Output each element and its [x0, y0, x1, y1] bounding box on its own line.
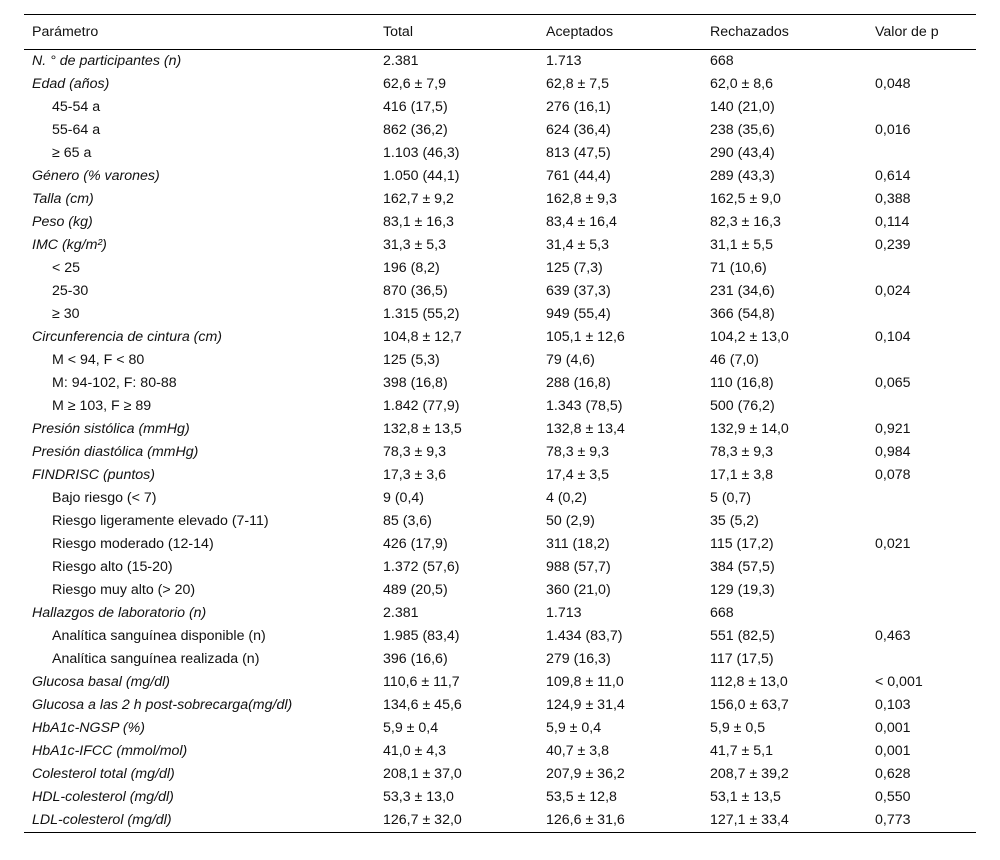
cell-rechazados: 129 (19,3): [710, 582, 775, 598]
cell-rechazados: 668: [710, 605, 734, 621]
cell-valor-p: [867, 579, 976, 602]
cell-rechazados: 115 (17,2): [710, 536, 774, 552]
cell-rechazados: 289 (43,3): [710, 168, 775, 184]
table-header: [24, 15, 976, 50]
cell-rechazados: 384 (57,5): [710, 559, 775, 575]
cell-aceptados: 124,9 ± 31,4: [546, 697, 625, 713]
table-row: [24, 671, 976, 694]
cell-valor-p: 0,614: [875, 168, 911, 184]
cell-parametro: Presión diastólica (mmHg): [32, 444, 199, 460]
cell-rechazados: 140 (21,0): [710, 99, 775, 115]
cell-rechazados: 78,3 ± 9,3: [710, 444, 774, 460]
table-row: [24, 188, 976, 211]
table-container: [24, 14, 976, 833]
table-row: [24, 786, 976, 809]
cell-valor-p: [867, 602, 976, 625]
table-row: [24, 303, 976, 326]
table-row: [24, 73, 976, 96]
cell-aceptados: 83,4 ± 16,4: [546, 214, 617, 230]
cell-valor-p: 0,016: [875, 122, 911, 138]
cell-total: 2.381: [383, 53, 419, 69]
table-row: [24, 326, 976, 349]
cell-rechazados: 668: [710, 53, 734, 69]
table-row: [24, 510, 976, 533]
cell-rechazados: 156,0 ± 63,7: [710, 697, 789, 713]
table-row: [24, 648, 976, 671]
cell-valor-p: [867, 96, 976, 119]
cell-parametro: Riesgo muy alto (> 20): [52, 582, 196, 598]
cell-aceptados: 988 (57,7): [546, 559, 611, 575]
table-row: [24, 211, 976, 234]
table-row: [24, 694, 976, 717]
table-row: [24, 418, 976, 441]
cell-valor-p: [867, 50, 976, 74]
cell-valor-p: 0,463: [875, 628, 911, 644]
cell-parametro: Hallazgos de laboratorio (n): [32, 605, 207, 621]
cell-aceptados: 1.434 (83,7): [546, 628, 623, 644]
cell-valor-p: [867, 556, 976, 579]
cell-total: 104,8 ± 12,7: [383, 329, 462, 345]
cell-aceptados: 125 (7,3): [546, 260, 603, 276]
cell-aceptados: 311 (18,2): [546, 536, 610, 552]
cell-rechazados: 117 (17,5): [710, 651, 774, 667]
cell-aceptados: 105,1 ± 12,6: [546, 329, 625, 345]
cell-valor-p: 0,001: [875, 720, 911, 736]
cell-parametro: Glucosa basal (mg/dl): [32, 674, 170, 690]
cell-rechazados: 41,7 ± 5,1: [710, 743, 774, 759]
cell-total: 78,3 ± 9,3: [383, 444, 447, 460]
cell-valor-p: 0,239: [875, 237, 911, 253]
cell-rechazados: 110 (16,8): [710, 375, 774, 391]
cell-valor-p: 0,388: [875, 191, 911, 207]
table-row: [24, 487, 976, 510]
cell-valor-p: [867, 257, 976, 280]
cell-aceptados: 162,8 ± 9,3: [546, 191, 617, 207]
cell-aceptados: 17,4 ± 3,5: [546, 467, 610, 483]
cell-aceptados: 279 (16,3): [546, 651, 611, 667]
table-row: [24, 349, 976, 372]
cell-rechazados: 5,9 ± 0,5: [710, 720, 766, 736]
cell-total: 125 (5,3): [383, 352, 440, 368]
cell-parametro: Riesgo alto (15-20): [52, 559, 173, 575]
cell-aceptados: 360 (21,0): [546, 582, 611, 598]
cell-valor-p: 0,001: [875, 743, 911, 759]
cell-aceptados: 4 (0,2): [546, 490, 588, 506]
cell-aceptados: 949 (55,4): [546, 306, 611, 322]
cell-parametro: Analítica sanguínea realizada (n): [52, 651, 260, 667]
cell-valor-p: [867, 395, 976, 418]
cell-valor-p: 0,773: [867, 809, 976, 833]
table-row: [24, 280, 976, 303]
table-row: [24, 763, 976, 786]
cell-total: 41,0 ± 4,3: [383, 743, 447, 759]
cell-total: 132,8 ± 13,5: [383, 421, 462, 437]
table-row: [24, 464, 976, 487]
cell-valor-p: 0,114: [875, 214, 910, 230]
cell-rechazados: 162,5 ± 9,0: [710, 191, 781, 207]
header-parametro: Parámetro: [24, 15, 375, 50]
cell-rechazados: 231 (34,6): [710, 283, 775, 299]
cell-valor-p: [867, 487, 976, 510]
table-row: [24, 556, 976, 579]
cell-total: 489 (20,5): [383, 582, 448, 598]
cell-parametro: N. ° de participantes (n): [32, 53, 182, 69]
cell-total: 31,3 ± 5,3: [383, 237, 447, 253]
cell-rechazados: 31,1 ± 5,5: [710, 237, 774, 253]
cell-rechazados: 208,7 ± 39,2: [710, 766, 789, 782]
cell-aceptados: 126,6 ± 31,6: [538, 809, 702, 833]
cell-parametro: Analítica sanguínea disponible (n): [52, 628, 266, 644]
cell-parametro: HbA1c-IFCC (mmol/mol): [32, 743, 188, 759]
table-row: [24, 50, 976, 74]
cell-total: 17,3 ± 3,6: [383, 467, 447, 483]
cell-total: 416 (17,5): [383, 99, 448, 115]
cell-valor-p: 0,078: [875, 467, 911, 483]
table-row: [24, 740, 976, 763]
header-rechazados: Rechazados: [702, 15, 867, 50]
cell-valor-p: [867, 349, 976, 372]
cell-rechazados: 112,8 ± 13,0: [710, 674, 788, 690]
cell-parametro: Riesgo moderado (12-14): [52, 536, 214, 552]
table-row: [24, 625, 976, 648]
cell-rechazados: 551 (82,5): [710, 628, 775, 644]
cell-valor-p: 0,921: [875, 421, 911, 437]
cell-rechazados: 238 (35,6): [710, 122, 775, 138]
cell-parametro: LDL-colesterol (mg/dl): [24, 809, 375, 833]
cell-aceptados: 207,9 ± 36,2: [546, 766, 625, 782]
cell-total: 1.103 (46,3): [383, 145, 460, 161]
table-row: [24, 717, 976, 740]
cell-aceptados: 639 (37,3): [546, 283, 611, 299]
cell-aceptados: 276 (16,1): [546, 99, 611, 115]
cell-parametro: Edad (años): [32, 76, 110, 92]
cell-aceptados: 132,8 ± 13,4: [546, 421, 625, 437]
cell-rechazados: 132,9 ± 14,0: [710, 421, 789, 437]
cell-valor-p: 0,024: [875, 283, 911, 299]
cell-valor-p: 0,104: [875, 329, 911, 345]
cell-aceptados: 288 (16,8): [546, 375, 611, 391]
cell-valor-p: [867, 510, 976, 533]
cell-total: 1.050 (44,1): [383, 168, 460, 184]
cell-total: 83,1 ± 16,3: [383, 214, 454, 230]
table-row: [24, 441, 976, 464]
cell-total: 53,3 ± 13,0: [383, 789, 454, 805]
table-row: [24, 119, 976, 142]
cell-parametro: Circunferencia de cintura (cm): [32, 329, 223, 345]
cell-parametro: Peso (kg): [32, 214, 93, 230]
table-row: [24, 234, 976, 257]
cell-aceptados: 1.713: [546, 605, 582, 621]
cell-rechazados: 62,0 ± 8,6: [710, 76, 774, 92]
cell-total: 862 (36,2): [383, 122, 448, 138]
cell-rechazados: 35 (5,2): [710, 513, 759, 529]
cell-rechazados: 5 (0,7): [710, 490, 752, 506]
table-row: [24, 579, 976, 602]
cell-parametro: ≥ 65 a: [52, 145, 92, 161]
cell-aceptados: 761 (44,4): [546, 168, 611, 184]
table-row: [24, 809, 976, 833]
cell-aceptados: 40,7 ± 3,8: [546, 743, 610, 759]
cell-rechazados: 500 (76,2): [710, 398, 775, 414]
cell-aceptados: 53,5 ± 12,8: [546, 789, 617, 805]
header-row: [24, 15, 976, 50]
cell-parametro: Género (% varones): [32, 168, 160, 184]
cell-total: 398 (16,8): [383, 375, 448, 391]
cell-rechazados: 290 (43,4): [710, 145, 775, 161]
table-row: [24, 533, 976, 556]
cell-parametro: HbA1c-NGSP (%): [32, 720, 145, 736]
header-total: Total: [375, 15, 538, 50]
cell-parametro: Presión sistólica (mmHg): [32, 421, 190, 437]
cell-aceptados: 813 (47,5): [546, 145, 611, 161]
cell-total: 9 (0,4): [383, 490, 425, 506]
cell-aceptados: 78,3 ± 9,3: [546, 444, 610, 460]
cell-valor-p: 0,048: [875, 76, 911, 92]
cell-total: 110,6 ± 11,7: [383, 674, 460, 690]
cell-total: 426 (17,9): [383, 536, 448, 552]
cell-valor-p: 0,628: [875, 766, 911, 782]
cell-parametro: HDL-colesterol (mg/dl): [32, 789, 174, 805]
cell-parametro: M < 94, F < 80: [52, 352, 145, 368]
table-row: [24, 165, 976, 188]
cell-total: 870 (36,5): [383, 283, 448, 299]
cell-parametro: 45-54 a: [52, 99, 101, 115]
cell-total: 62,6 ± 7,9: [383, 76, 447, 92]
cell-parametro: 25-30: [52, 283, 89, 299]
cell-aceptados: 109,8 ± 11,0: [546, 674, 624, 690]
cell-parametro: FINDRISC (puntos): [32, 467, 155, 483]
table-row: [24, 96, 976, 119]
cell-aceptados: 50 (2,9): [546, 513, 595, 529]
cell-parametro: M: 94-102, F: 80-88: [52, 375, 177, 391]
cell-rechazados: 53,1 ± 13,5: [710, 789, 781, 805]
cell-aceptados: 1.343 (78,5): [546, 398, 623, 414]
results-table: [24, 14, 976, 833]
cell-parametro: Glucosa a las 2 h post-sobrecarga(mg/dl): [32, 697, 293, 713]
table-body: [24, 50, 976, 833]
cell-total: 396 (16,6): [383, 651, 448, 667]
cell-total: 1.985 (83,4): [383, 628, 460, 644]
cell-valor-p: 0,021: [875, 536, 911, 552]
cell-total: 208,1 ± 37,0: [383, 766, 462, 782]
cell-parametro: Bajo riesgo (< 7): [52, 490, 157, 506]
cell-total: 85 (3,6): [383, 513, 432, 529]
cell-parametro: IMC (kg/m²): [32, 237, 107, 253]
cell-parametro: ≥ 30: [52, 306, 80, 322]
cell-aceptados: 79 (4,6): [546, 352, 595, 368]
cell-valor-p: < 0,001: [875, 674, 923, 690]
cell-rechazados: 71 (10,6): [710, 260, 767, 276]
cell-parametro: Colesterol total (mg/dl): [32, 766, 175, 782]
cell-total: 2.381: [383, 605, 419, 621]
header-aceptados: Aceptados: [538, 15, 702, 50]
cell-rechazados: 17,1 ± 3,8: [710, 467, 774, 483]
cell-rechazados: 46 (7,0): [710, 352, 759, 368]
cell-valor-p: 0,065: [875, 375, 911, 391]
cell-parametro: M ≥ 103, F ≥ 89: [52, 398, 152, 414]
table-row: [24, 395, 976, 418]
table-row: [24, 142, 976, 165]
header-valor-p: Valor de p: [867, 15, 976, 50]
cell-rechazados: 82,3 ± 16,3: [710, 214, 781, 230]
cell-aceptados: 31,4 ± 5,3: [546, 237, 610, 253]
cell-parametro: < 25: [52, 260, 81, 276]
cell-total: 162,7 ± 9,2: [383, 191, 454, 207]
cell-valor-p: [867, 648, 976, 671]
cell-aceptados: 1.713: [546, 53, 582, 69]
cell-rechazados: 366 (54,8): [710, 306, 775, 322]
cell-parametro: 55-64 a: [52, 122, 101, 138]
table-row: [24, 257, 976, 280]
cell-aceptados: 5,9 ± 0,4: [546, 720, 602, 736]
cell-total: 5,9 ± 0,4: [383, 720, 439, 736]
table-row: [24, 372, 976, 395]
cell-valor-p: [867, 142, 976, 165]
cell-parametro: Riesgo ligeramente elevado (7-11): [52, 513, 269, 529]
cell-rechazados: 127,1 ± 33,4: [702, 809, 867, 833]
cell-valor-p: 0,550: [875, 789, 911, 805]
cell-parametro: Talla (cm): [32, 191, 94, 207]
cell-total: 196 (8,2): [383, 260, 440, 276]
cell-total: 1.315 (55,2): [383, 306, 460, 322]
table-row: [24, 602, 976, 625]
cell-total: 126,7 ± 32,0: [375, 809, 538, 833]
cell-valor-p: 0,984: [875, 444, 911, 460]
cell-total: 1.372 (57,6): [383, 559, 460, 575]
cell-rechazados: 104,2 ± 13,0: [710, 329, 789, 345]
cell-valor-p: 0,103: [875, 697, 911, 713]
cell-aceptados: 624 (36,4): [546, 122, 611, 138]
cell-aceptados: 62,8 ± 7,5: [546, 76, 610, 92]
cell-total: 134,6 ± 45,6: [383, 697, 462, 713]
cell-total: 1.842 (77,9): [383, 398, 460, 414]
cell-valor-p: [867, 303, 976, 326]
